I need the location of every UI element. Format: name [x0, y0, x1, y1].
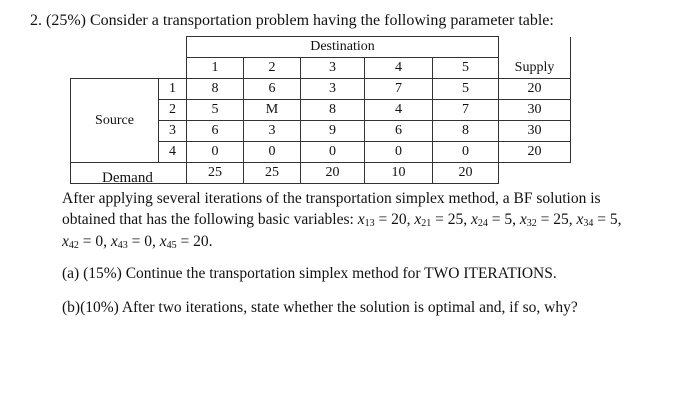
basic-vars-intro: obtained that has the following basic variables: [62, 211, 354, 228]
cost-cell: 5 [433, 79, 499, 100]
cost-cell: 8 [301, 100, 365, 121]
supply-header: Supply [499, 58, 571, 79]
question-number: 2. [30, 12, 42, 29]
basic-var: $x_{32} = 25$, [519, 211, 573, 229]
body-line-3 [62, 232, 213, 256]
dest-col-3: 3 [301, 58, 365, 79]
source-label: Source [71, 79, 159, 163]
basic-var: $x_{45} = 20$. [159, 233, 213, 251]
cost-cell: 8 [433, 121, 499, 142]
dest-col-5: 5 [433, 58, 499, 79]
cost-cell: 3 [301, 79, 365, 100]
demand-label: Demand [102, 170, 153, 186]
demand-cell: 20 [433, 163, 499, 184]
source-row-4: 4 [159, 142, 187, 163]
cost-cell: 8 [187, 79, 244, 100]
question-weight: (25%) [46, 12, 86, 29]
cost-cell: 5 [187, 100, 244, 121]
part-b: (b)(10%) After two iterations, state whether the solution is optimal and, if so, why? [62, 299, 578, 316]
cost-cell: 6 [244, 79, 301, 100]
cost-cell: 3 [244, 121, 301, 142]
cost-cell: 0 [244, 142, 301, 163]
question-heading [30, 12, 554, 30]
dest-col-1: 1 [187, 58, 244, 79]
demand-cell: 20 [301, 163, 365, 184]
cost-cell: 0 [187, 142, 244, 163]
cost-cell: 6 [365, 121, 433, 142]
demand-spacer [499, 163, 571, 184]
cost-cell: 0 [301, 142, 365, 163]
dest-col-4: 4 [365, 58, 433, 79]
body-line-1: After applying several iterations of the transportation simplex method, a BF solution is [62, 190, 601, 207]
demand-cell: 10 [365, 163, 433, 184]
source-row-3: 3 [159, 121, 187, 142]
supply-cell: 20 [499, 142, 571, 163]
demand-cell: 25 [244, 163, 301, 184]
source-row-1: 1 [159, 79, 187, 100]
table-corner [71, 37, 187, 79]
supply-header-spacer [499, 37, 571, 58]
cost-cell: 6 [187, 121, 244, 142]
basic-var: $x_{13} = 20$, [357, 211, 411, 229]
basic-var: $x_{24} = 5$, [471, 211, 517, 229]
cost-cell: 0 [365, 142, 433, 163]
basic-var: $x_{34} = 5$, [576, 211, 622, 229]
cost-cell: 7 [433, 100, 499, 121]
body-line-2 [62, 210, 622, 234]
cost-cell: M [244, 100, 301, 121]
dest-col-2: 2 [244, 58, 301, 79]
cost-cell: 0 [433, 142, 499, 163]
cost-cell: 4 [365, 100, 433, 121]
supply-cell: 30 [499, 100, 571, 121]
question-prompt: Consider a transportation problem having the following parameter table: [89, 12, 554, 29]
supply-cell: 20 [499, 79, 571, 100]
basic-var: $x_{42} = 0$, [62, 233, 108, 251]
source-row-2: 2 [159, 100, 187, 121]
supply-cell: 30 [499, 121, 571, 142]
basic-var: $x_{21} = 25$, [414, 211, 468, 229]
basic-var: $x_{43} = 0$, [110, 233, 156, 251]
transportation-table [70, 36, 571, 184]
demand-cell: 25 [187, 163, 244, 184]
cost-cell: 7 [365, 79, 433, 100]
destination-header: Destination [187, 37, 499, 58]
part-a: (a) (15%) Continue the transportation simplex method for TWO ITERATIONS. [62, 265, 557, 282]
cost-cell: 9 [301, 121, 365, 142]
